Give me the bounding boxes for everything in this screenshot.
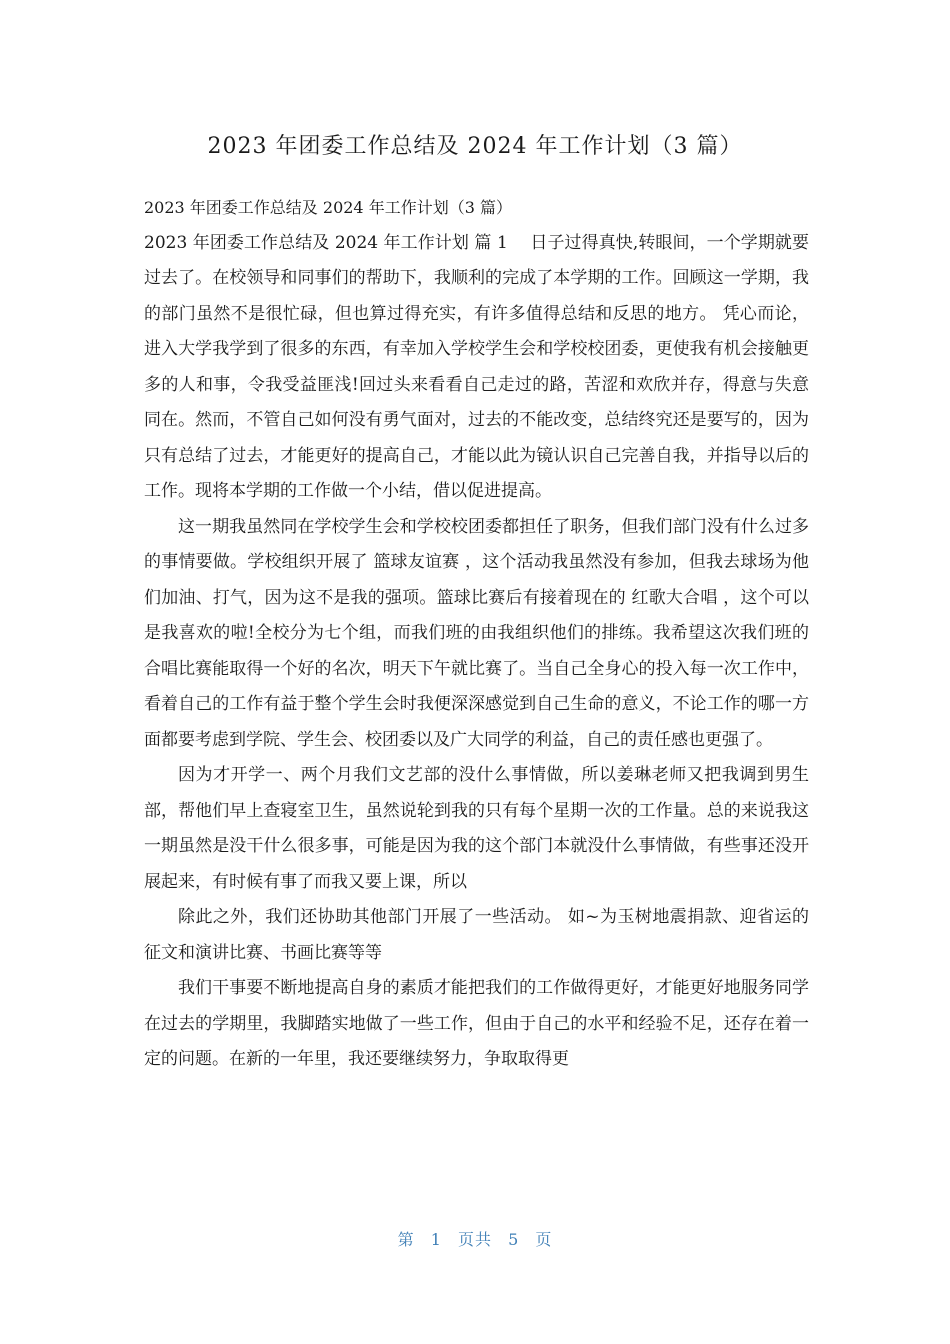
document-title: 2023 年团委工作总结及 2024 年工作计划（3 篇） bbox=[207, 134, 743, 159]
document-body bbox=[144, 190, 809, 1078]
paragraph-1: 2023 年团委工作总结及 2024 年工作计划 篇 1 日子过得真快,转眼间，一个学期就要过去了。在校领导和同事们的帮助下，我顺利的完成了本学期的工作。回顾这一学期，我的部门虽然不是很忙碌，但也算过得充实，有许多值得总结和反思的地方。 凭心而论，进入大学我学到了很多的东西，有幸加入学校学生会和学校校团委，更使我有机会接触更多的人和事，令我受益匪浅!回过头来看看自己走过的路，苦涩和欢欣并存，得意与失意同在。然而，不管自己如何没有勇气面对，过去的不能改变，总结终究还是要写的，因为只有总结了过去，才能更好的提高自己，才能以此为镜认识自己完善自我，并指导以后的工作。现将本学期的工作做一个小结，借以促进提高。 bbox=[144, 232, 809, 501]
page-footer: 第 1 页共 5 页 bbox=[397, 1230, 553, 1249]
document-subtitle: 2023 年团委工作总结及 2024 年工作计划（3 篇） bbox=[144, 198, 512, 217]
paragraph-4: 除此之外，我们还协助其他部门开展了一些活动。 如~为玉树地震捐款、迎省运的征文和演讲比赛、书画比赛等等 bbox=[144, 907, 809, 963]
paragraph-2: 这一期我虽然同在学校学生会和学校校团委都担任了职务，但我们部门没有什么过多的事情要做。学校组织开展了 篮球友谊赛 ，这个活动我虽然没有参加，但我去球场为他们加油、打气，因为这不是我的强项。篮球比赛后有接着现在的 红歌大合唱 ，这个可以是我喜欢的啦!全校分为七个组，而我们班的由我组织他们的排练。我希望这次我们班的合唱比赛能取得一个好的名次，明天下午就比赛了。当自己全身心的投入每一次工作中，看着自己的工作有益于整个学生会时我便深深感觉到自己生命的意义，不论工作的哪一方面都要考虑到学院、学生会、校团委以及广大同学的利益，自己的责任感也更强了。 bbox=[144, 516, 809, 750]
paragraph-3: 因为才开学一、两个月我们文艺部的没什么事情做，所以姜琳老师又把我调到男生部，帮他们早上查寝室卫生，虽然说轮到我的只有每个星期一次的工作量。总的来说我这一期虽然是没干什么很多事，可能是因为我的这个部门本就没什么事情做，有些事还没开展起来，有时候有事了而我又要上课，所以 bbox=[144, 765, 809, 892]
paragraph-5: 我们干事要不断地提高自身的素质才能把我们的工作做得更好，才能更好地服务同学在过去的学期里，我脚踏实地做了一些工作，但由于自己的水平和经验不足，还存在着一定的问题。在新的一年里，我还要继续努力，争取取得更 bbox=[144, 978, 809, 1069]
